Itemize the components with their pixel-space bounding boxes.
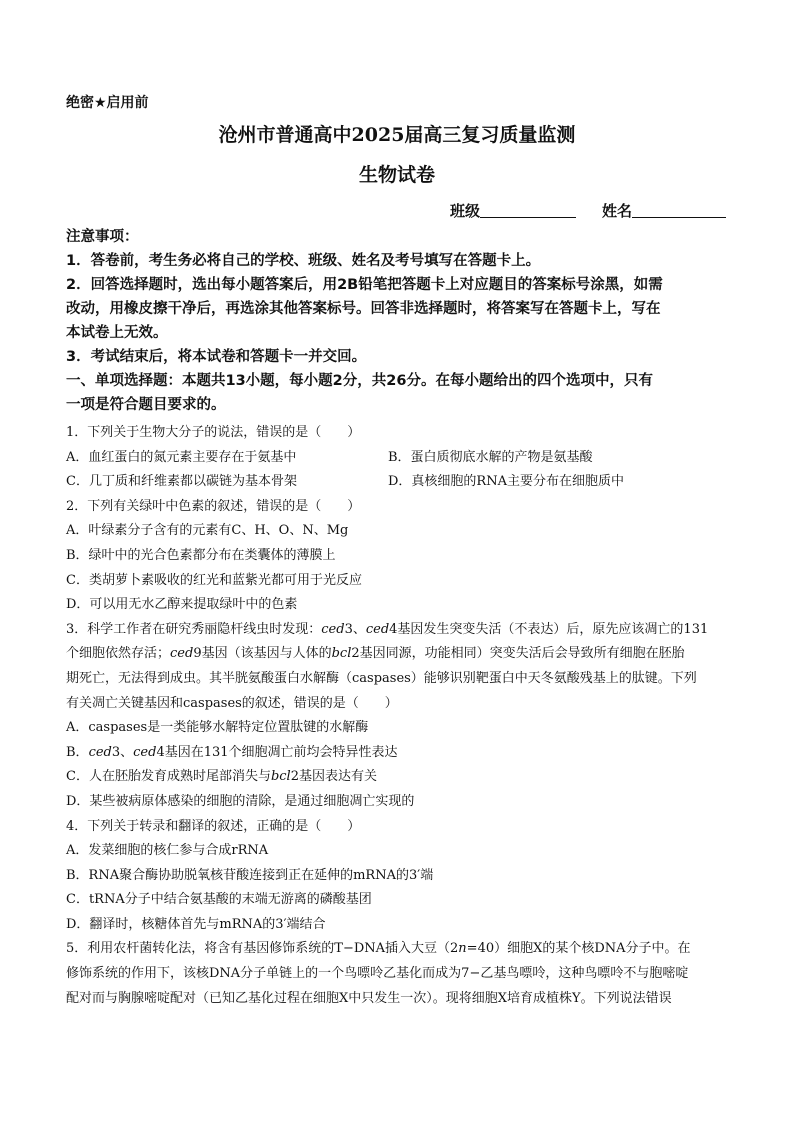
notice-item-2-line-3: 本试卷上无效。 — [66, 325, 168, 341]
q1-options-row-2 — [66, 470, 738, 495]
q4-stem: 4．下列关于转录和翻译的叙述，正确的是（ ） — [66, 818, 361, 834]
gene-name: ced — [170, 646, 194, 662]
section-heading-line-1: 一、单项选择题：本题共13小题，每小题2分，共26分。在每小题给出的四个选项中，只有 — [66, 373, 653, 389]
q3-stem-line-3: 期死亡，无法得到成虫。其半胱氨酸蛋白水解酶（caspases）能够识别靶蛋白中天冬氨酸残基上的肽键。下列 — [66, 670, 697, 686]
q2-stem: 2．下列有关绿叶中色素的叙述，错误的是（ ） — [66, 498, 361, 514]
gene-name: bcl — [331, 646, 352, 662]
q3-text: 2基因表达有关 — [290, 769, 377, 785]
q3-stem-line-2 — [66, 642, 738, 667]
q2-option-c: C．类胡萝卜素吸收的红光和蓝紫光都可用于光反应 — [66, 572, 362, 588]
q3-text: 3、 — [111, 744, 134, 760]
confidential-mark: 绝密★启用前 — [66, 95, 149, 111]
gene-name: ced — [133, 744, 157, 760]
q3-text: 4基因发生突变失活（不表达）后，原先应该凋亡的131 — [389, 621, 709, 637]
q2-option-a: A．叶绿素分子含有的元素有C、H、O、N、Mg — [66, 523, 349, 539]
gene-name: ced — [365, 621, 390, 637]
q1-option-d: D．真核细胞的RNA主要分布在细胞质中 — [388, 474, 624, 490]
q3-text: 2基因同源，功能相同）突变失活后会导致所有细胞在胚胎 — [351, 646, 685, 662]
q3-text: 个细胞依然存活； — [66, 646, 171, 662]
name-blank — [632, 201, 726, 218]
gene-name: bcl — [270, 769, 291, 785]
q4-option-b: B．RNA聚合酶协助脱氧核苷酸连接到正在延伸的mRNA的3′端 — [66, 867, 434, 883]
q5-text: =40）细胞X的某个核DNA分子中。在 — [466, 941, 691, 957]
q3-text: 9基因（该基因与人体的 — [193, 646, 332, 662]
q4-option-a: A．发菜细胞的核仁参与合成rRNA — [66, 843, 269, 859]
q3-text: B． — [66, 744, 89, 760]
notice-item-3: 3．考试结束后，将本试卷和答题卡一并交回。 — [66, 349, 367, 365]
exam-title: 沧州市普通高中2025届高三复习质量监测 — [218, 124, 576, 146]
q3-text: 4基因在131个细胞凋亡前均会特异性表达 — [156, 744, 398, 760]
q5-stem-line-2: 修饰系统的作用下，该核DNA分子单链上的一个鸟嘌呤乙基化而成为7−乙基鸟嘌呤，这种鸟嘌呤不与胞嘧啶 — [66, 966, 689, 982]
class-blank — [480, 201, 576, 218]
q4-option-c: C．tRNA分子中结合氨基酸的末端无游离的磷酸基团 — [66, 892, 372, 908]
notice-block — [66, 225, 736, 417]
q1-option-b: B．蛋白质彻底水解的产物是氨基酸 — [388, 449, 593, 465]
notice-heading: 注意事项： — [66, 229, 139, 245]
q5-stem-line-3: 配对而与胸腺嘧啶配对（已知乙基化过程在细胞X中只发生一次）。现将细胞X培育成植株Y。下列说法错误 — [66, 990, 672, 1006]
section-heading-line-2: 一项是符合题目要求的。 — [66, 397, 226, 413]
q3-text: 3．科学工作者在研究秀丽隐杆线虫时发现： — [66, 621, 322, 637]
q1-stem: 1．下列关于生物大分子的说法，错误的是（ ） — [66, 425, 361, 440]
student-info-line — [450, 200, 726, 221]
q2-option-d: D．可以用无水乙醇来提取绿叶中的色素 — [66, 597, 298, 613]
q3-stem-line-1 — [66, 618, 738, 643]
class-label: 班级 — [450, 202, 481, 220]
gene-name: ced — [321, 621, 345, 637]
q5-stem-line-1 — [66, 937, 738, 962]
q3-text: 3、 — [344, 621, 366, 637]
notice-item-2-line-2: 改动，用橡皮擦干净后，再选涂其他答案标号。回答非选择题时，将答案写在答题卡上，写在 — [66, 301, 661, 317]
q1-option-c: C．几丁质和纤维素都以碳链为基本骨架 — [66, 474, 297, 490]
q3-option-b — [66, 741, 738, 766]
q1-option-a: A．血红蛋白的氮元素主要存在于氨基中 — [66, 449, 297, 465]
q3-option-d: D．某些被病原体感染的细胞的清除，是通过细胞凋亡实现的 — [66, 793, 415, 809]
q3-option-a: A．caspases是一类能够水解特定位置肽键的水解酶 — [66, 720, 369, 736]
notice-item-2-line-1: 2．回答选择题时，选出每小题答案后，用2B铅笔把答题卡上对应题目的答案标号涂黑，如需 — [66, 277, 663, 293]
variable-n: n — [458, 941, 467, 957]
q3-text: C．人在胚胎发育成熟时尾部消失与 — [66, 769, 271, 785]
subject-title: 生物试卷 — [358, 164, 435, 186]
q4-option-d: D．翻译时，核糖体首先与mRNA的3′端结合 — [66, 916, 326, 932]
gene-name: ced — [88, 744, 112, 760]
q3-stem-line-4: 有关凋亡关键基因和caspases的叙述，错误的是（ ） — [66, 695, 398, 711]
notice-item-1: 1．答卷前，考生务必将自己的学校、班级、姓名及考号填写在答题卡上。 — [66, 253, 541, 269]
question-list — [66, 421, 738, 1011]
q2-option-b: B．绿叶中的光合色素都分布在类囊体的薄膜上 — [66, 547, 336, 563]
name-label: 姓名 — [602, 202, 633, 220]
q3-option-c — [66, 765, 738, 790]
q1-options-row-1 — [66, 446, 738, 471]
q5-text: 5．利用农杆菌转化法，将含有基因修饰系统的T−DNA插入大豆（2 — [66, 941, 459, 957]
